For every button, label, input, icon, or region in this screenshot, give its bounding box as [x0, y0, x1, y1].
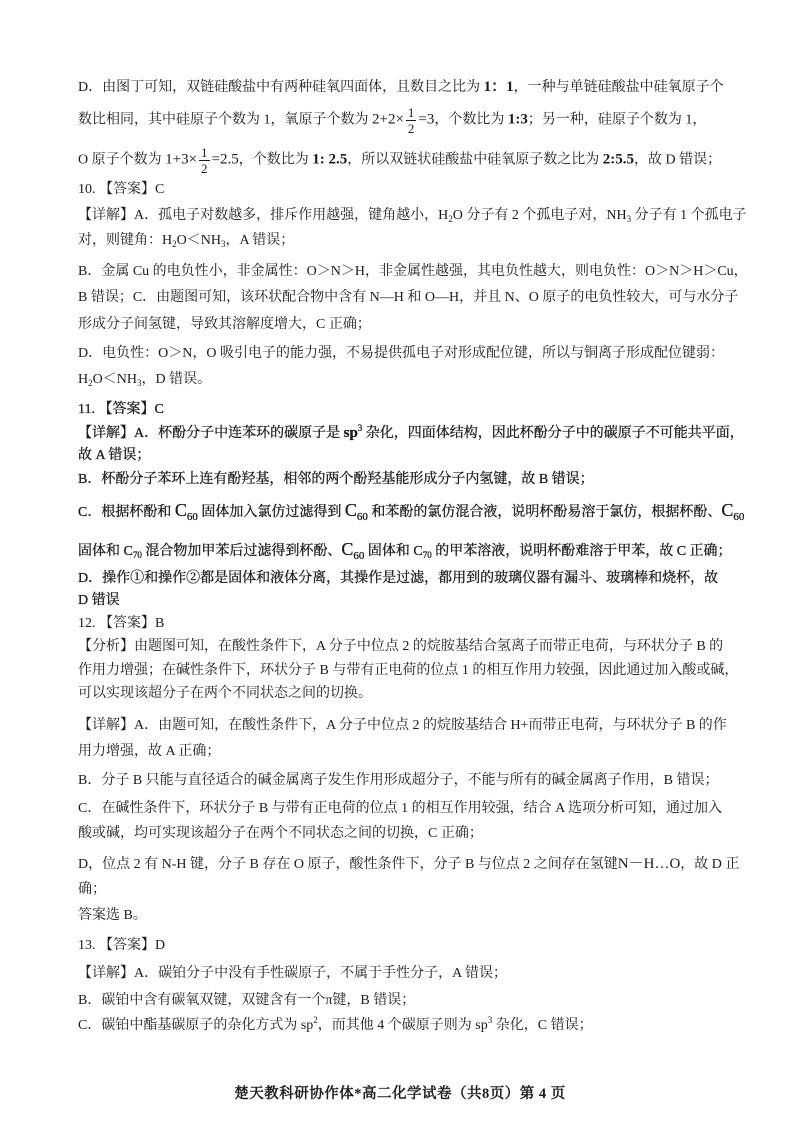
- q12-line-10: 确；: [78, 882, 106, 897]
- q9-line-2: [78, 106, 706, 135]
- q12-line-2: 作用力增强；在碱性条件下，环状分子 B 与带有正电荷的位点 1 的相互作用力较强，因此通过加入酸或碱，: [78, 663, 739, 678]
- q12-line-1: 【分析】由题图可知，在酸性条件下，A 分子中位点 2 的烷胺基结合氢离子而带正电荷，与环状分子 B 的: [78, 639, 724, 654]
- fraction-numerator: 1: [407, 105, 415, 120]
- text-run: ，个数比为: [238, 152, 313, 168]
- subscript: 2: [448, 214, 453, 224]
- q12-line-4: 【详解】A．由题可知，在酸性条件下，A 分子中位点 2 的烷胺基结合 H+而带正电荷，与环状分子 B 的作: [78, 718, 727, 733]
- q12-line-7: C．在碱性条件下，环状分子 B 与带有正电荷的位点 1 的相互作用较强，结合 A 选项分析可知，通过加入: [78, 801, 723, 816]
- q9-line-3: [78, 146, 721, 175]
- text-run: 的甲苯溶液，说明杯酚难溶于甲苯，故 C 正确；: [431, 544, 732, 559]
- text-run: 数比相同，其中硅原子个数为 1，氧原子个数为: [78, 112, 372, 128]
- q12-line-8: 酸或碱，均可实现该超分子在两个不同状态之间的切换，C 正确；: [78, 826, 483, 841]
- q11-line-2: 故 A 错误；: [78, 448, 151, 463]
- q11-line-5: [78, 539, 732, 562]
- q10-line-5: 形成分子间氢键，导致其溶解度增大，C 正确；: [78, 317, 371, 332]
- subscript: 3: [136, 378, 142, 388]
- q13-line-2: B．碳铂中含有碳氧双键，双键含有一个π键，B 错误；: [78, 993, 416, 1008]
- superscript: 3: [487, 1015, 493, 1025]
- text-run: D．由图丁可知，双链硅酸盐中有两种硅氧四面体，且数目之比为: [78, 80, 484, 95]
- subscript: 60: [356, 511, 368, 523]
- fraction-denominator: 2: [201, 161, 208, 176]
- page-footer: 楚天教科研协作体*高二化学试卷（共8页）第 4 页: [234, 1086, 566, 1102]
- q9-line-1: [78, 77, 724, 98]
- q11-line-1: [78, 423, 744, 444]
- fraction-numerator: 1: [201, 145, 208, 160]
- superscript: 2: [313, 1015, 318, 1025]
- q11-line-7: D 错误: [78, 593, 120, 608]
- q11-answer: 11. 【答案】C: [78, 402, 164, 417]
- fraction-denominator: 2: [407, 121, 415, 136]
- carbon-symbol: C: [344, 500, 357, 520]
- q13-line-1: 【详解】A．碳铂分子中没有手性碳原子，不属于手性分子，A 错误；: [78, 966, 507, 981]
- text-run: O＜NH: [176, 233, 221, 248]
- text-run: ；另一种，硅原子个数为 1，: [527, 112, 707, 128]
- subscript: 3: [626, 214, 632, 224]
- hybridization-symbol: sp: [343, 425, 358, 441]
- text-run: D，位点 2 有 N-H 键，分子 B 存在 O 原子，酸性条件下，分子 B 与位点 2 之间存在氢键: [78, 857, 618, 872]
- text-run: 杂化，C 错误；: [492, 1018, 593, 1033]
- q12-answer: 12. 【答案】B: [78, 616, 165, 631]
- text-run: O 原子个数为: [78, 152, 166, 168]
- text-run: ，故 D 正: [680, 857, 740, 872]
- hydrogen-bond-formula: N－H…O: [617, 856, 681, 872]
- ratio-value: 1：1: [483, 79, 514, 95]
- q11-line-4: [78, 500, 744, 523]
- subscript: 60: [733, 511, 745, 523]
- q12-line-3: 可以实现该超分子在两个不同状态之间的切换。: [78, 686, 372, 701]
- text-run: 混合物加甲苯后过滤得到杯酚、: [141, 544, 342, 559]
- q12-line-5: 用力增强，故 A 正确；: [78, 744, 221, 759]
- ratio-value: 1: 2.5: [312, 151, 348, 168]
- text-run: 固体和 C: [78, 544, 133, 559]
- q10-line-2: [78, 231, 294, 251]
- q10-line-4: B 错误；C．由题图可知，该环状配合物中含有 N—H 和 O—H，并且 N、O 原子的电负性较大，可与水分子: [78, 290, 739, 305]
- text-run: 【详解】A．孤电子对数越多，排斥作用越强，键角越小，H: [78, 208, 449, 223]
- superscript: 3: [357, 423, 363, 433]
- text-run: 杂化，四面体结构，因此杯酚分子中的碳原子不可能共平面，: [362, 426, 744, 441]
- math-expression: 1+3×: [165, 151, 198, 168]
- text-run: ，一种与单链硅酸盐中硅氧原子个: [513, 80, 724, 95]
- text-run: ，A 错误；: [225, 233, 295, 248]
- ratio-value: 1:3: [507, 111, 528, 128]
- subscript: 70: [132, 550, 142, 560]
- q13-answer: 13. 【答案】D: [78, 938, 166, 953]
- q10-line-6: D．电负性：O＞N，O 吸引电子的能力强，不易提供孤电子对形成配位键，所以与铜离子形成配位键弱：: [78, 346, 724, 361]
- q11-line-6: D．操作①和操作②都是固体和液体分离，其操作是过滤，都用到的玻璃仪器有漏斗、玻璃棒和烧杯，故: [78, 571, 719, 586]
- subscript: 60: [353, 550, 365, 562]
- text-run: 固体加入氯仿过滤得到: [197, 505, 345, 520]
- math-expression: 2+2×: [372, 111, 404, 128]
- text-run: H: [78, 372, 89, 387]
- q10-line-1: [78, 206, 747, 226]
- carbon-symbol: C: [721, 500, 734, 520]
- text-run: 【详解】A．杯酚分子中连苯环的碳原子是: [78, 426, 344, 441]
- subscript: 3: [220, 239, 226, 249]
- text-run: ，故 D 错误；: [634, 152, 722, 168]
- fraction: [406, 106, 417, 135]
- q10-line-3: B．金属 Cu 的电负性小，非金属性：O＞N＞H，非金属性越强，其电负性越大，则电负性：O＞N＞H＞Cu，: [78, 264, 748, 279]
- text-run: O 分子有 2 个孤电子对，NH: [452, 208, 627, 223]
- subscript: 2: [88, 378, 93, 388]
- subscript: 70: [422, 550, 432, 560]
- text-run: C．碳铂中酯基碳原子的杂化方式为 sp: [78, 1018, 314, 1033]
- text-run: O＜NH: [92, 372, 137, 387]
- text-run: 和苯酚的氯仿混合液，说明杯酚易溶于氯仿，根据杯酚、: [367, 505, 722, 520]
- q12-line-9: [78, 854, 739, 875]
- q12-line-11: 答案选 B。: [78, 908, 147, 923]
- subscript: 60: [186, 511, 198, 523]
- carbon-symbol: C: [341, 539, 354, 559]
- q12-line-6: B．分子 B 只能与直径适合的碱金属离子发生作用形成超分子，不能与所有的碱金属离子作用，B 错误；: [78, 773, 719, 788]
- ratio-value: 2:5.5: [602, 151, 635, 168]
- text-run: ，而其他 4 个碳原子则为 sp: [317, 1018, 488, 1033]
- q13-line-3: [78, 1016, 593, 1036]
- q11-line-3: B．杯酚分子苯环上连有酚羟基，相邻的两个酚羟基能形成分子内氢键，故 B 错误；: [78, 472, 594, 487]
- text-run: 固体和 C: [364, 544, 423, 559]
- q10-answer: 10. 【答案】C: [78, 182, 165, 197]
- carbon-symbol: C: [174, 500, 187, 520]
- math-expression: =2.5: [211, 151, 239, 168]
- q10-line-7: [78, 370, 211, 390]
- text-run: 分子有 1 个孤电子: [631, 208, 747, 223]
- math-expression: =3: [418, 111, 435, 128]
- text-run: 对，则键角：H: [78, 233, 173, 248]
- text-run: ，所以双链状硅酸盐中硅氧原子数之比为: [347, 152, 603, 168]
- fraction: [199, 146, 210, 175]
- subscript: 2: [172, 239, 177, 249]
- text-run: ，个数比为: [434, 112, 508, 128]
- text-run: ，D 错误。: [141, 372, 212, 387]
- text-run: C．根据杯酚和: [78, 505, 175, 520]
